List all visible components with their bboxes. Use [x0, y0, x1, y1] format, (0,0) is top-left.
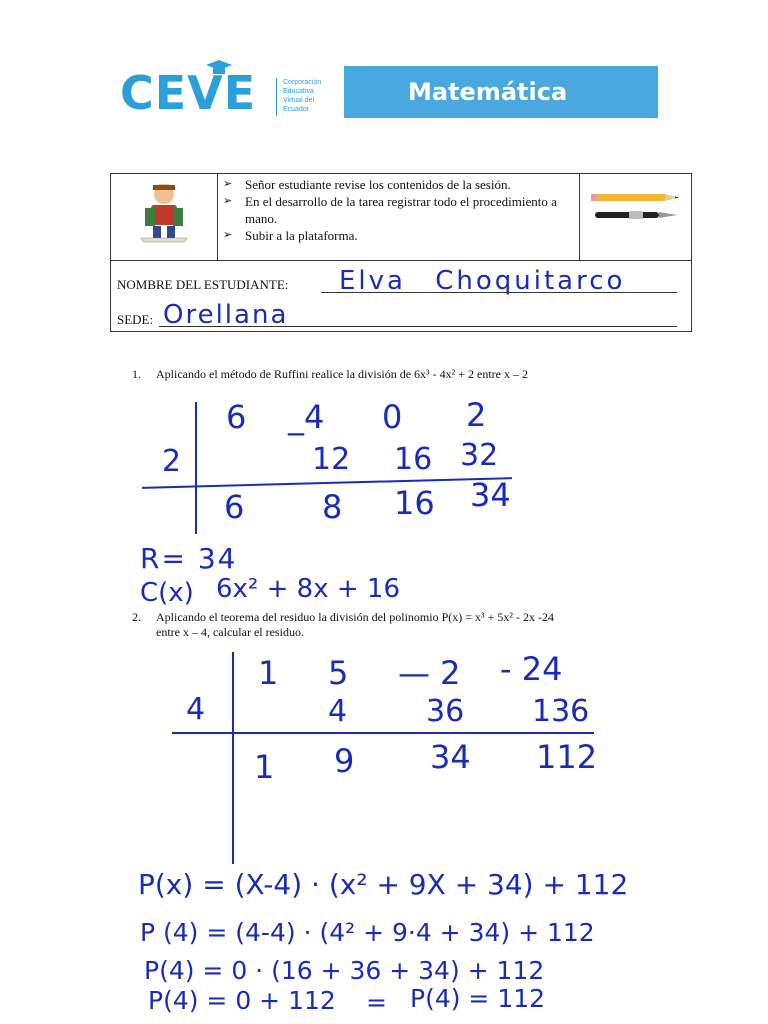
ruffini-1-cell: 6 — [226, 398, 247, 436]
ruffini-2-cell: - 24 — [500, 650, 563, 688]
ruffini-2-cell: 5 — [328, 654, 349, 692]
arrow-bullet-icon: ➢ — [223, 195, 233, 207]
ruffini-2-cell: 9 — [334, 742, 355, 780]
question-1-number: 1. — [132, 367, 141, 381]
site-label: SEDE: — [117, 312, 154, 327]
arrow-bullet-icon: ➢ — [223, 178, 233, 190]
equation-4-left: P(4) = 0 + 112 — [148, 986, 336, 1015]
ruffini-1-cell: 0 — [382, 398, 403, 436]
ruffini-1-cell: 12 — [312, 442, 351, 477]
ruffini-1-cell: 2 — [466, 396, 487, 434]
ceve-logo — [120, 60, 340, 124]
ruffini-1-cell: 6 — [224, 488, 245, 526]
instructions-list — [223, 176, 573, 244]
equation-2: P (4) = (4-4) · (4² + 9·4 + 34) + 112 — [140, 918, 595, 947]
pencil-pen-icon — [589, 188, 685, 228]
ruffini-1-cell: 32 — [460, 438, 499, 473]
ruffini-1-cell: 16 — [394, 442, 433, 477]
ruffini-2-cell: 136 — [532, 694, 590, 729]
student-name-label: NOMBRE DEL ESTUDIANTE: — [117, 277, 289, 292]
ruffini-2-cell: 112 — [536, 738, 598, 776]
ruffini-2-cell: 4 — [328, 694, 348, 729]
ruffini-2-horizontal-line — [172, 732, 594, 734]
instruction-item: ➢ Señor estudiante revise los contenidos de la sesión. — [223, 177, 511, 192]
logo-text: CEVE — [120, 66, 257, 120]
ruffini-2-cell: 36 — [426, 694, 465, 729]
ruffini-2-cell: 1 — [254, 748, 275, 786]
arrow-bullet-icon: ➢ — [223, 229, 233, 241]
equation-3: P(4) = 0 · (16 + 36 + 34) + 112 — [144, 956, 545, 985]
ruffini-1-cell: 34 — [470, 476, 511, 514]
equation-4-right: P(4) = 112 — [410, 984, 546, 1013]
ruffini-1-cell: 16 — [394, 484, 435, 522]
student-info-box — [110, 173, 692, 332]
quotient-1-label: C(x) — [140, 578, 194, 608]
subject-banner: Matemática — [344, 66, 658, 118]
student-name-value: Elva Choquitarco — [339, 266, 626, 296]
site-value: Orellana — [163, 300, 289, 330]
question-2-number: 2. — [132, 610, 141, 624]
instruction-item: ➢ En el desarrollo de la tarea registrar todo el procedimiento a mano. — [223, 194, 557, 226]
ruffini-2-cell: — 2 — [398, 654, 461, 692]
ruffini-1-cell: _4 — [288, 398, 325, 436]
remainder-1: R= 34 — [140, 542, 238, 575]
question-2-text-line-1: Aplicando el teorema del residuo la división del polinomio P(x) = x³ + 5x² - 2x -24 — [156, 610, 554, 624]
ruffini-1-cell: 8 — [322, 488, 343, 526]
equation-4-equals: = — [366, 988, 387, 1017]
quotient-1: 6x² + 8x + 16 — [216, 574, 400, 604]
instruction-item: ➢ Subir a la plataforma. — [223, 228, 358, 243]
ruffini-1-divisor: 2 — [162, 444, 182, 479]
question-2-text-line-2: entre x – 4, calcular el residuo. — [156, 625, 304, 639]
ruffini-2-vertical-line — [232, 652, 234, 864]
ruffini-2-cell: 1 — [258, 654, 279, 692]
ruffini-2-divisor: 4 — [186, 692, 206, 727]
logo-subtitle: Corporación Educativa Virtual del Ecuador — [283, 79, 322, 113]
question-1-text: Aplicando el método de Ruffini realice la división de 6x³ - 4x² + 2 entre x – 2 — [156, 367, 528, 381]
ruffini-1-vertical-line — [195, 402, 197, 534]
equation-1: P(x) = (X-4) · (x² + 9X + 34) + 112 — [138, 868, 629, 901]
student-reading-icon — [131, 178, 197, 244]
ruffini-2-cell: 34 — [430, 738, 471, 776]
